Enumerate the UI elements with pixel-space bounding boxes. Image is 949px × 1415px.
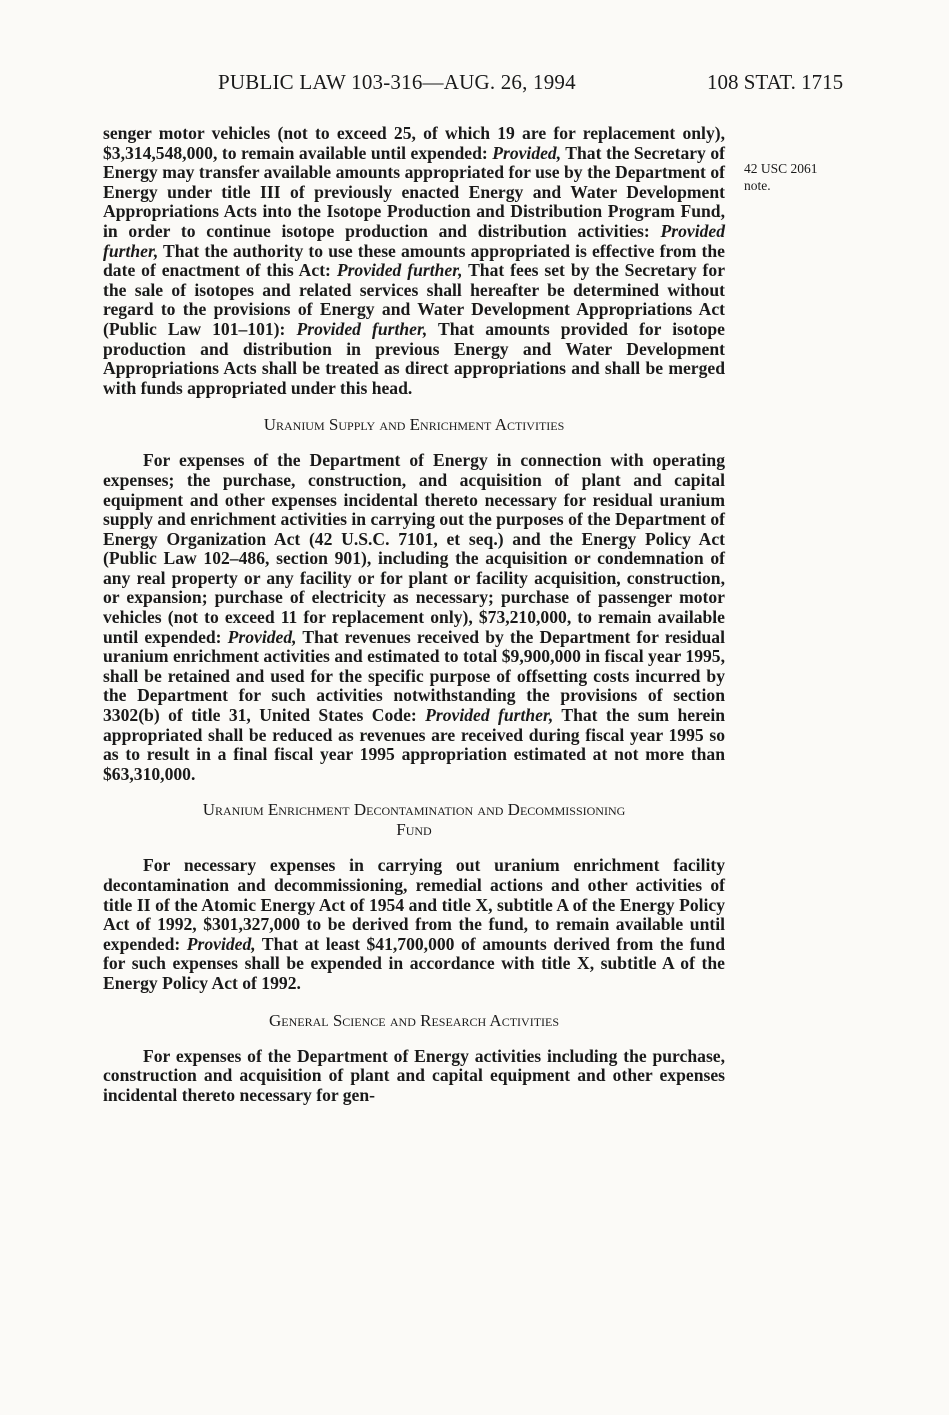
text-run: That the authority to use these amounts appropriated is effective from the date of enactment of this Act: — [103, 240, 725, 281]
paragraph — [103, 1047, 725, 1106]
margin-note-label: note. — [744, 178, 771, 193]
text-run: For necessary expenses in carrying out uranium enrichment facility decontamination and decommissioning, remedial actions and other activities of title II of the Atomic Energy Act of 1954 and title X, subtitle A of the Energy Policy Act of 1992, $301,327,000 to be derived from the fund, to remain available until expended: — [103, 855, 725, 954]
section-heading: Uranium Supply and Enrichment Activities — [263, 415, 565, 435]
proviso-italic: Provided, — [227, 626, 297, 647]
proviso-italic: Provided further, — [296, 318, 428, 339]
text-run: For expenses of the Department of Energy in connection with operating expenses; the purchase, construction, and acquisition of plant and capital equipment and other expenses incidental thereto necessary for residual uranium supply and enrichment activities in carrying out the purposes of the Department of Energy Organization Act (42 U.S.C. 7101, et seq.) and the Energy Policy Act (Public Law 102–486, section 901), including the acquisition or condemnation of any real property or any facility or for plant or facility acquisition, construction, or expansion; purchase of electricity as necessary; purchase of passenger motor vehicles (not to exceed 11 for replacement only), $73,210,000, to remain available until expended: — [103, 450, 725, 647]
text-run: senger motor vehicles (not to exceed 25, of which 19 are for replacement only), $3,314,548,000, to remain available until expended: — [103, 123, 725, 163]
proviso-italic: Provided further, — [336, 260, 463, 281]
paragraph-continued — [103, 124, 725, 398]
document-body — [103, 124, 725, 1105]
proviso-italic: Provided, — [186, 933, 256, 954]
margin-note-citation: 42 USC 2061 — [744, 161, 818, 176]
statute-page-number: 108 STAT. 1715 — [707, 70, 844, 94]
text-run: That at least $41,700,000 of amounts derived from the fund for such expenses shall be expended in accordance with title X, subtitle A of the Energy Policy Act of 1992. — [103, 933, 726, 993]
proviso-italic: Provided, — [492, 142, 562, 163]
text-run: That the Secretary of Energy may transfer available amounts appropriated for use by the Department of Energy under title III of previously enacted Energy and Water Development Appropriations Acts into the Isotope Production and Distribution Program Fund, in order to continue isotope production and distribution activities: — [103, 142, 725, 241]
text-run: That the sum herein appropriated shall be reduced as revenues are received during fiscal year 1995 so as to result in a final fiscal year 1995 appropriation estimated at not more than $63,310,000. — [103, 705, 726, 784]
section-heading-line: Uranium Enrichment Decontamination and Decommissioning — [202, 800, 626, 820]
margin-note — [744, 160, 874, 194]
text-run: That fees set by the Secretary for the sale of isotopes and related services shall hereafter be determined without regard to the provisions of Energy and Water Development Appropriations Act (Public Law 101–101): — [103, 260, 726, 339]
section-heading-line: Fund — [396, 820, 432, 840]
paragraph — [103, 451, 725, 784]
proviso-italic: Provided further, — [425, 705, 554, 726]
running-header-title: PUBLIC LAW 103-316—AUG. 26, 1994 — [218, 70, 576, 94]
text-run: That amounts provided for isotope production and distribution in previous Energy and Water Development Appropriations Acts shall be treated as direct appropriations and shall be merged with funds appropriated under this head. — [103, 318, 725, 398]
text-run: That revenues received by the Department for residual uranium enrichment activities and estimated to total $9,900,000 in fiscal year 1995, shall be retained and used for the specific purpose of offsetting costs incurred by the Department for such activities notwithstanding the provisions of section 3302(b) of title 31, United States Code: — [103, 626, 725, 726]
proviso-italic: Provided further, — [103, 220, 725, 261]
section-heading — [103, 800, 725, 840]
section-heading: General Science and Research Activities — [268, 1010, 560, 1030]
paragraph — [103, 856, 725, 993]
text-run: For expenses of the Department of Energy activities including the purchase, construction and acquisition of plant and capital equipment and other expenses incidental thereto necessary for gen- — [103, 1045, 725, 1105]
